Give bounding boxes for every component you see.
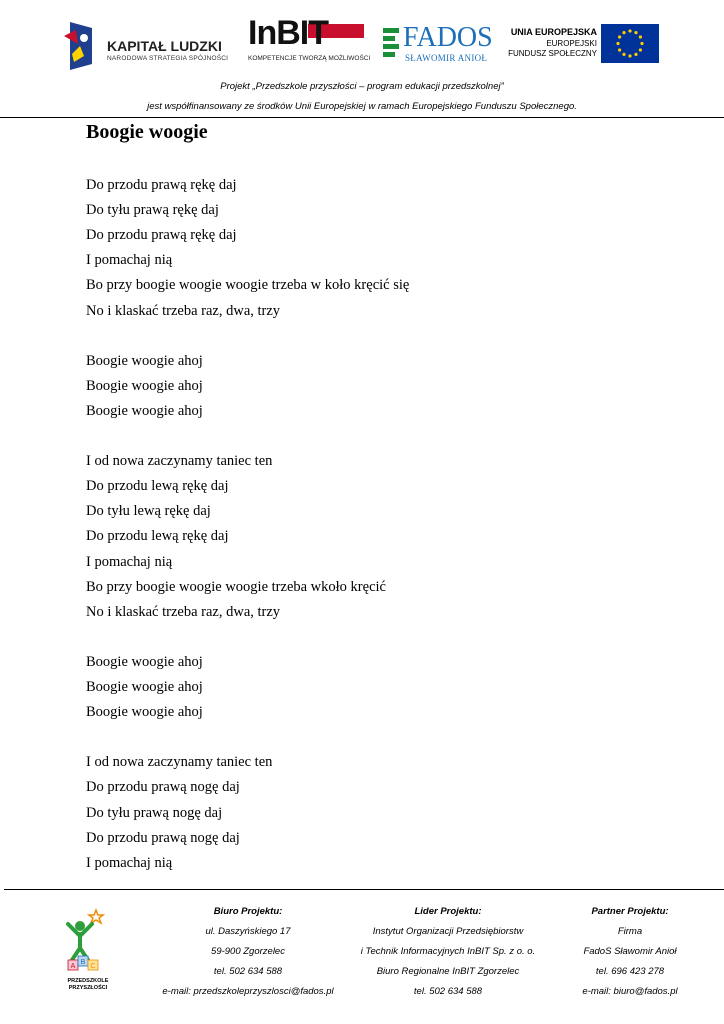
lyric-line: Bo przy boogie woogie woogie trzeba w koło kręcić się <box>86 277 410 294</box>
lyric-line: I pomachaj nią <box>86 553 173 570</box>
lyric-line: I od nowa zaczynamy taniec ten <box>86 453 273 470</box>
kapital-ludzki-subtitle: NARODOWA STRATEGIA SPÓJNOŚCI <box>107 55 229 62</box>
lyric-line: Do przodu lewą rękę daj <box>86 478 229 495</box>
lyric-line: Boogie woogie ahoj <box>86 704 203 721</box>
logo-text-1: PRZEDSZKOLE <box>67 978 109 984</box>
lyric-line: I od nowa zaczynamy taniec ten <box>86 754 273 771</box>
lyric-line: No i klaskać trzeba raz, dwa, trzy <box>86 302 281 319</box>
fados-logo <box>383 22 499 66</box>
eu-text-line2: EUROPEJSKI <box>546 39 597 48</box>
eu-flag-icon <box>601 24 659 63</box>
partner-line1: Firma <box>617 926 643 937</box>
lider-line2: i Technik Informacyjnych InBIT Sp. z o. o. <box>360 946 536 957</box>
project-line-1: Projekt „Przedszkole przyszłości – program edukacji przedszkolnej” <box>220 81 504 92</box>
eu-text-line3: FUNDUSZ SPOŁECZNY <box>508 49 597 58</box>
przedszkole-przyszlosci-logo <box>58 906 118 994</box>
lyric-line: Boogie woogie ahoj <box>86 377 203 394</box>
lyric-line: Boogie woogie ahoj <box>86 352 203 369</box>
footer-partner <box>560 902 700 1002</box>
lyric-line: Bo przy boogie woogie woogie trzeba wkoło kręcić <box>86 578 386 595</box>
kapital-ludzki-title: KAPITAŁ LUDZKI <box>107 38 222 54</box>
lyric-line: Do tyłu prawą rękę daj <box>86 202 219 219</box>
lyric-line: Do przodu prawą nogę daj <box>86 779 240 796</box>
lider-line1: Instytut Organizacji Przedsiębiorstw <box>372 926 524 937</box>
lyric-line: Do przodu prawą nogę daj <box>86 829 240 846</box>
header-divider <box>0 117 724 118</box>
inbit-tagline: KOMPETENCJE TWORZĄ MOŻLIWOŚCI <box>248 55 371 62</box>
eu-logo <box>508 22 661 64</box>
fados-subtitle: SŁAWOMIR ANIOŁ <box>405 53 488 63</box>
inbit-wordmark: InBIT <box>248 14 328 52</box>
lyric-line: I pomachaj nią <box>86 854 173 871</box>
child-figure-icon <box>58 906 118 978</box>
lider-line4: tel. 502 634 588 <box>413 986 483 997</box>
block-c: C <box>90 963 96 970</box>
inbit-logo <box>248 14 371 68</box>
lyric-line: Do przodu prawą rękę daj <box>86 177 237 193</box>
lyric-line: Boogie woogie ahoj <box>86 402 203 419</box>
lider-line3: Biuro Regionalne InBIT Zgorzelec <box>376 966 520 977</box>
partner-email[interactable]: e-mail: biuro@fados.pl <box>582 986 678 997</box>
lyric-line: Boogie woogie ahoj <box>86 653 203 670</box>
kapital-ludzki-emblem-icon <box>62 20 100 72</box>
lyric-line: Do tyłu lewą rękę daj <box>86 503 211 520</box>
kapital-ludzki-logo <box>62 18 237 74</box>
lyric-line: I pomachaj nią <box>86 252 173 269</box>
footer-divider <box>4 889 724 890</box>
project-line-2: jest współfinansowany ze środków Unii Europejskiej w ramach Europejskiego Funduszu Społecznego. <box>147 101 577 112</box>
partner-heading: Partner Projektu: <box>591 906 669 917</box>
eu-text-line1: UNIA EUROPEJSKA <box>510 27 597 37</box>
partner-line3: tel. 696 423 278 <box>595 966 665 977</box>
biuro-line2: 59-900 Zgorzelec <box>211 946 285 957</box>
biuro-line1: ul. Daszyńskiego 17 <box>205 926 291 937</box>
biuro-heading: Biuro Projektu: <box>213 906 283 917</box>
lyric-line: No i klaskać trzeba raz, dwa, trzy <box>86 603 281 620</box>
biuro-email[interactable]: e-mail: przedszkoleprzyszlosci@fados.pl <box>162 986 334 997</box>
block-a: A <box>70 963 76 970</box>
logo-text-2: PRZYSZŁOŚCI <box>68 985 108 991</box>
block-b: B <box>80 959 86 966</box>
lyric-line: Do przodu lewą rękę daj <box>86 528 229 545</box>
footer-lider <box>348 902 548 1002</box>
lyric-line: Do tyłu prawą nogę daj <box>86 804 223 821</box>
lyric-line: Boogie woogie ahoj <box>86 679 203 695</box>
song-title: Boogie woogie <box>86 121 208 143</box>
lider-heading: Lider Projektu: <box>414 906 482 917</box>
biuro-line3: tel. 502 634 588 <box>213 966 283 977</box>
partner-line2: FadoS Sławomir Anioł <box>583 946 677 957</box>
footer-biuro <box>148 902 348 1002</box>
fados-wordmark: FADOS <box>403 22 493 53</box>
lyric-line: Do przodu prawą rękę daj <box>86 227 237 244</box>
